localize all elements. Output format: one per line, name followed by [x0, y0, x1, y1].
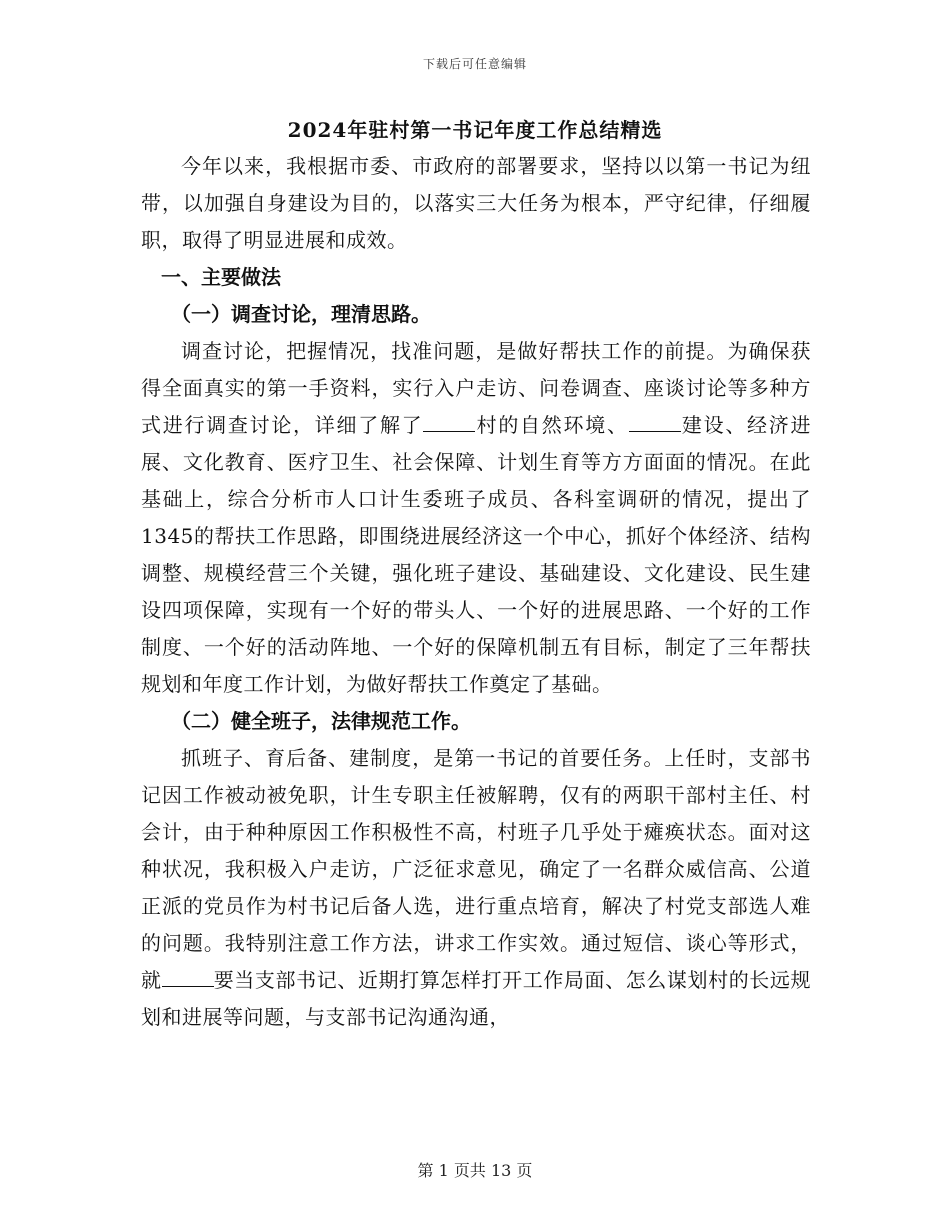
document-body [141, 148, 811, 1036]
team-text-part-2: 要当支部书记、近期打算怎样打开工作局面、怎么谋划村的长远规划和进展等问题，与支部书记沟通沟通， [141, 968, 812, 1029]
research-text-part-3: 建设、经济进展、文化教育、医疗卫生、社会保障、计划生育等方方面面的情况。在此基础上，综合分析市人口计生委班子成员、各科室调研的情况，提出了1345的帮扶工作思路，即围绕进展经济这一个中心，抓好个体经济、结构调整、规模经营三个关键，强化班子建设、基础建设、文化建设、民生建设四项保障，实现有一个好的带头人、一个好的进展思路、一个好的工作制度、一个好的活动阵地、一个好的保障机制五有目标，制定了三年帮扶规划和年度工作计划，为做好帮扶工作奠定了基础。 [141, 413, 812, 696]
subsection-heading-research: （一）调查讨论，理清思路。 [171, 302, 431, 326]
research-text-part-1: 调查讨论，把握情况，找准问题，是做好帮扶工作的前提。为确保获得全面真实的第一手资料，实行入户走访、问卷调查、座谈讨论等多种方式进行调查讨论，详细了解了 [141, 339, 811, 437]
page-header: 下载后可任意编辑 [422, 57, 527, 71]
blank-fill-line [423, 413, 475, 432]
team-text-part-1: 抓班子、育后备、建制度，是第一书记的首要任务。上任时，支部书记因工作被动被免职，计生专职主任被解聘，仅有的两职干部村主任、村会计，由于种种原因工作积极性不高，村班子几乎处于瘫痪状态。面对这种状况，我积极入户走访，广泛征求意见，确定了一名群众威信高、公道正派的党员作为村书记后备人选，进行重点培育，解决了村党支部选人难的问题。我特别注意工作方法，讲求工作实效。通过短信、谈心等形式，就 [141, 746, 811, 992]
blank-fill-line [629, 413, 681, 432]
research-paragraph [141, 333, 811, 703]
blank-fill-line [162, 968, 214, 987]
intro-paragraph: 今年以来，我根据市委、市政府的部署要求，坚持以以第一书记为纽带，以加强自身建设为目的，以落实三大任务为根本，严守纪律，仔细履职，取得了明显进展和成效。 [141, 154, 811, 252]
page-footer: 第 1 页共 13 页 [417, 1161, 533, 1180]
research-text-part-2: 村的自然环境、 [475, 413, 629, 437]
section-heading-main-practices: 一、主要做法 [161, 265, 281, 289]
team-paragraph [141, 740, 811, 1036]
subsection-heading-team: （二）健全班子，法律规范工作。 [171, 709, 471, 733]
document-title: 2024年驻村第一书记年度工作总结精选 [287, 118, 663, 142]
